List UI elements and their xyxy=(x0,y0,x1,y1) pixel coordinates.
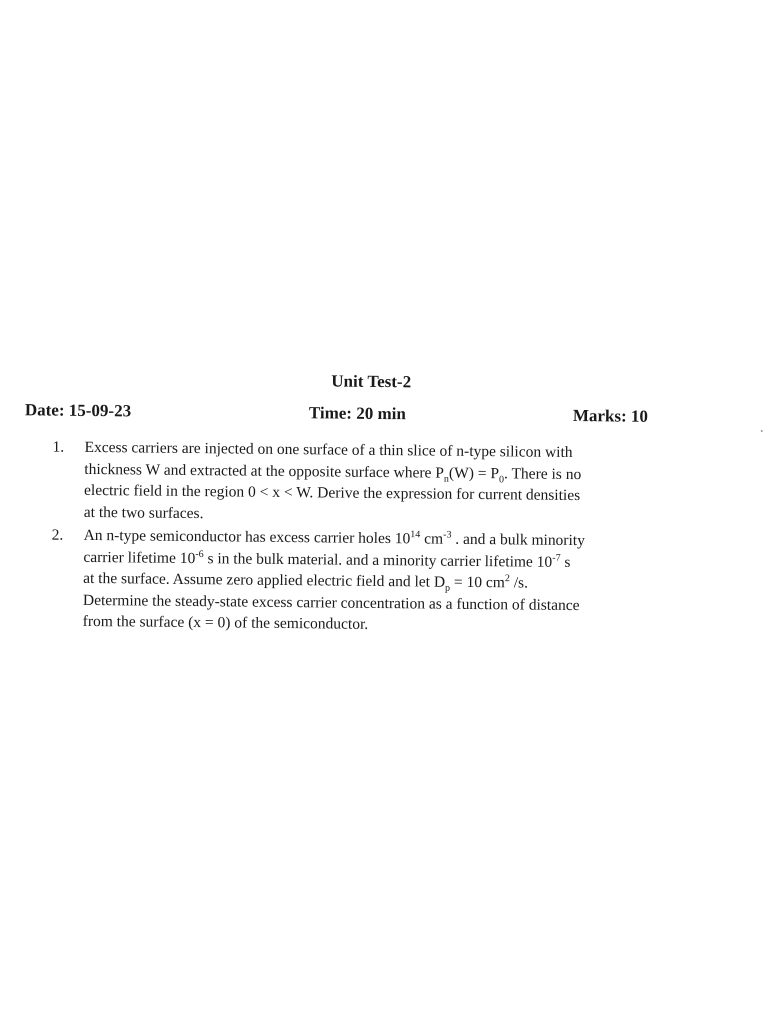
question-list xyxy=(51,437,677,641)
exam-marks: Marks: 10 xyxy=(572,406,649,426)
superscript: -7 xyxy=(552,552,561,564)
text-run: Excess carriers are injected on one surface of a thin slice of n-type silicon with xyxy=(84,438,573,462)
superscript: 2 xyxy=(504,573,511,585)
subscript: n xyxy=(443,473,449,485)
superscript: -6 xyxy=(195,548,204,560)
text-run: /s. xyxy=(509,574,529,592)
text-run: An n-type semiconductor has excess carrier holes 10 xyxy=(83,526,411,548)
question-1 xyxy=(52,437,677,530)
subscript: 0 xyxy=(498,473,505,485)
subscript: p xyxy=(444,582,451,594)
superscript: -3 xyxy=(443,529,452,541)
text-run: s xyxy=(560,553,571,571)
exam-time: Time: 20 min xyxy=(308,403,406,424)
superscript: 14 xyxy=(410,529,421,541)
text-run: = 10 cm xyxy=(450,573,505,592)
text-run: (W) = P xyxy=(448,464,500,482)
question-number: 1. xyxy=(52,438,65,456)
text-run: thickness W and extracted at the opposite surface where P xyxy=(84,460,445,482)
question-text xyxy=(84,437,677,529)
text-run: at the two surfaces. xyxy=(83,503,204,522)
text-run: Determine the steady-state excess carrier concentration as a function of distance xyxy=(82,591,580,614)
text-run: at the surface. Assume zero applied electric field and let D xyxy=(83,569,446,591)
exam-date: Date: 15-09-23 xyxy=(24,400,132,421)
text-run: s in the bulk material. and a minority carrier lifetime 10 xyxy=(203,549,553,571)
text-run: . There is no xyxy=(503,464,582,483)
text-run: from the surface (x = 0) of the semiconductor. xyxy=(82,612,369,633)
text-run: electric field in the region 0 < x < W. Derive the expression for current densities xyxy=(83,481,581,505)
text-run: . and a bulk minority xyxy=(451,530,585,550)
question-number: 2. xyxy=(51,526,64,544)
scan-speck xyxy=(761,430,763,432)
text-run: cm xyxy=(420,530,444,548)
text-run: carrier lifetime 10 xyxy=(83,548,196,567)
exam-meta-row xyxy=(1,400,768,432)
question-text xyxy=(83,525,676,639)
question-2 xyxy=(51,525,676,639)
page-title: Unit Test-2 xyxy=(331,371,412,392)
